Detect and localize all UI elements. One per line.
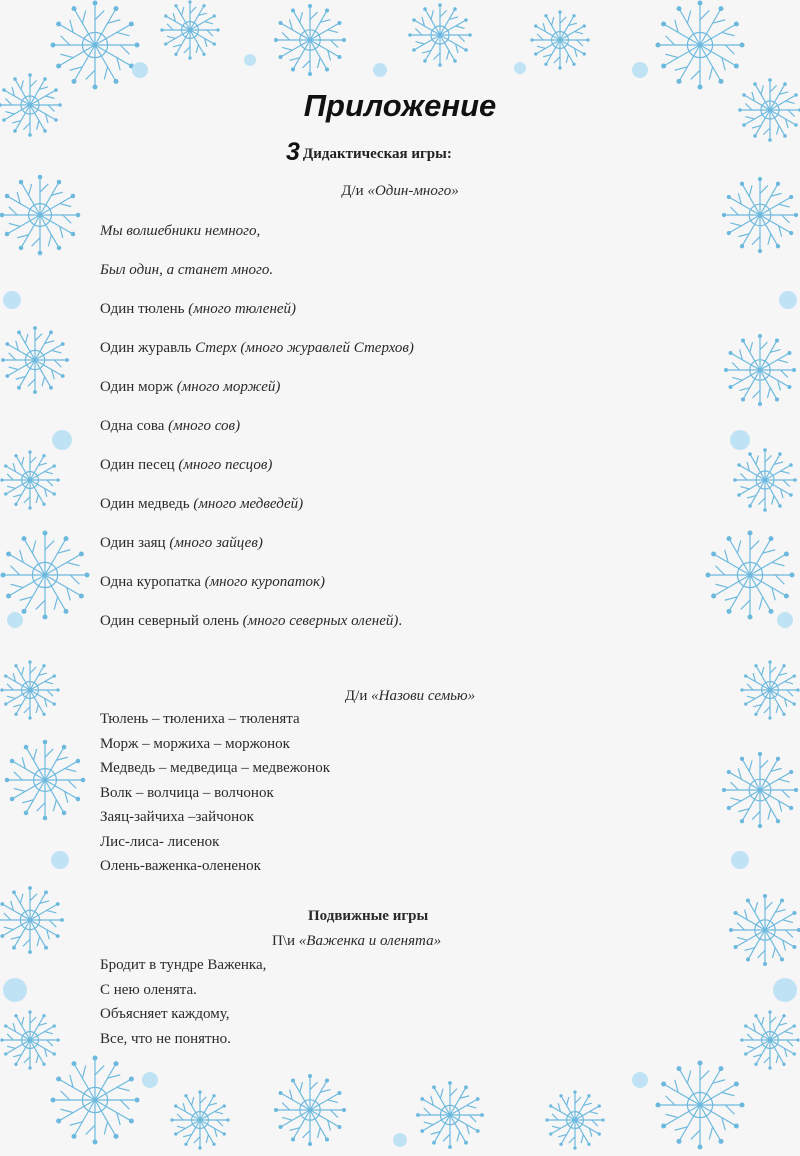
game2-line: Тюлень – тюлениха – тюленята (100, 711, 300, 727)
snow-dot (3, 978, 27, 1002)
game1-line-part: (много сов) (168, 418, 241, 434)
game2-line: Олень-важенка-олененок (100, 858, 261, 874)
game1-line-part: . (398, 613, 403, 629)
snow-dot (779, 291, 797, 309)
game2-name: «Назови семью» (371, 688, 476, 704)
game2-line: Медведь – медведица – медвежонок (100, 760, 331, 776)
game1-line (100, 223, 260, 240)
game1-line (100, 301, 296, 318)
game1-prefix: Д/и (341, 183, 368, 199)
game1-line-part: (много медведей) (193, 496, 304, 512)
snow-dot (52, 430, 72, 450)
game1-name: «Один-много» (367, 183, 459, 199)
outdoor-line: Бродит в тундре Важенка, (100, 957, 267, 973)
snowflake-icon (274, 4, 346, 76)
game1-line-part: Одна сова (100, 418, 169, 434)
game1-line-part: Один медведь (100, 496, 194, 512)
snowflake-icon (0, 1010, 59, 1069)
subtitle (286, 138, 452, 167)
game1-line (100, 496, 303, 513)
game1-line-part: (много зайцев) (169, 535, 263, 551)
game1-line-part: Одна куропатка (100, 574, 205, 590)
outdoor-heading: Подвижные игры (308, 908, 429, 924)
snowflake-icon (740, 1010, 799, 1069)
outdoor-name: «Важенка и оленята» (298, 933, 442, 949)
snow-dot (773, 978, 797, 1002)
game1-line-part: Один заяц (100, 535, 170, 551)
snow-dot (731, 851, 749, 869)
game1-line-part: Один журавль (100, 340, 196, 356)
game1-line-part: (много тюленей) (188, 301, 297, 317)
snowflake-icon (0, 530, 89, 619)
snowflake-icon (722, 752, 798, 828)
game1-line-part: Один северный олень (100, 613, 243, 629)
game2-line: Лис-лиса- лисенок (100, 833, 220, 850)
outdoor-game-heading (272, 933, 441, 950)
snowflake-icon (160, 0, 219, 59)
snowflake-icon (729, 894, 800, 966)
game1-line-part: (много моржей) (176, 379, 281, 395)
snowflake-icon (1, 326, 69, 394)
snowflake-icon (545, 1090, 604, 1149)
snowflake-icon (733, 448, 797, 512)
game1-line-part: (много куропаток) (204, 574, 326, 590)
snowflake-icon (0, 450, 59, 509)
snowflake-icon (5, 740, 86, 821)
snowflake-icon (170, 1090, 229, 1149)
outdoor-line: Все, что не понятно. (100, 1030, 231, 1047)
snow-dot (7, 612, 23, 628)
game1-line (100, 379, 280, 396)
snowflake-icon (655, 0, 744, 89)
snow-dot (3, 291, 21, 309)
snow-dot (777, 612, 793, 628)
snowflake-icon (416, 1081, 484, 1149)
subtitle-text: Дидактическая игры: (302, 146, 452, 162)
snow-dot (132, 62, 148, 78)
page-title: Приложение (303, 88, 497, 123)
game1-heading (0, 183, 800, 200)
outdoor-prefix: П\и (272, 933, 299, 949)
snowflake-icon (0, 886, 64, 954)
snow-dot (51, 851, 69, 869)
snow-dot (632, 1072, 648, 1088)
game1-line (100, 340, 414, 357)
snowflake-icon (724, 334, 796, 406)
game2-prefix: Д/и (344, 688, 372, 704)
game1-line (100, 262, 273, 279)
snow-dot (514, 62, 526, 74)
snow-dot (244, 54, 256, 66)
snowflake-icon (50, 0, 139, 89)
snow-dot (632, 62, 648, 78)
snow-dot (142, 1072, 158, 1088)
game1-line-part: Стерх (много журавлей Стерхов) (195, 340, 414, 356)
snow-dot (393, 1133, 407, 1147)
game2-line: Морж – моржиха – моржонок (100, 735, 290, 752)
snowflake-icon (274, 1074, 346, 1146)
game1-line-part: Один песец (100, 457, 179, 473)
game2-line: Заяц-зайчиха –зайчонок (100, 809, 254, 825)
snow-dot (373, 63, 387, 77)
game1-line-part: Был один, а станет много. (100, 262, 274, 278)
snowflake-icon (705, 530, 794, 619)
game1-line-part: (много песцов) (178, 457, 273, 473)
game2-line: Волк – волчица – волчонок (100, 784, 274, 801)
game1-line-part: (много северных оленей) (242, 613, 399, 629)
snowflake-icon (408, 3, 472, 67)
game2-heading (0, 688, 800, 705)
game1-line (100, 613, 402, 630)
game1-line (100, 457, 272, 474)
snow-dot (730, 430, 750, 450)
appendix-number: 3 (286, 138, 300, 166)
game1-line-part: Один морж (100, 379, 177, 395)
outdoor-line: С нею оленята. (100, 981, 197, 998)
snowflake-icon (50, 1055, 139, 1144)
game1-line-part: Мы волшебники немного, (100, 223, 261, 239)
game1-line (100, 418, 240, 435)
game1-line-part: Один тюлень (100, 301, 189, 317)
outdoor-line: Объясняет каждому, (100, 1006, 230, 1022)
game1-line (100, 535, 263, 552)
snowflake-icon (530, 10, 589, 69)
game1-line (100, 574, 325, 591)
snowflake-icon (655, 1060, 744, 1149)
